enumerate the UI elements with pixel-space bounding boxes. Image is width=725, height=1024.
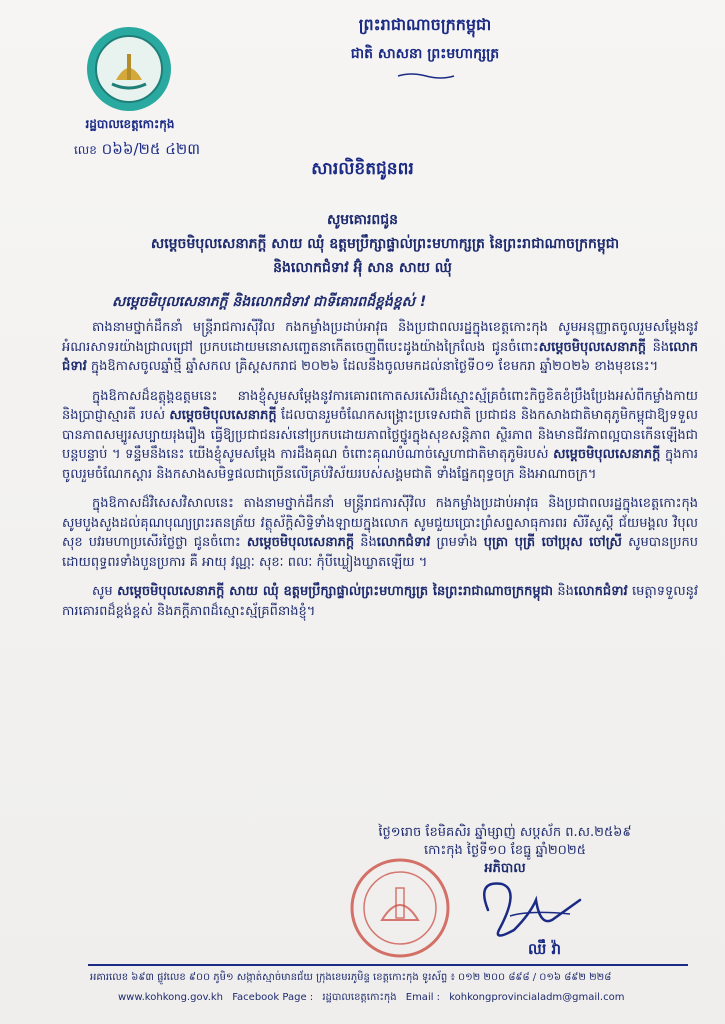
reference-label: លេខ xyxy=(74,143,97,157)
p1-text-c: និង xyxy=(646,339,670,355)
p3-bold-d: លោកជំទាវ xyxy=(376,535,431,550)
handwritten-signature xyxy=(470,870,590,950)
p3-text-g: សូមបានប្រកបដោយពុទ្ធពរទាំងបួនប្រការ គឺ អាយុ វណ្ណៈ សុខៈ ពលៈ កុំបីឃ្លៀងឃ្លាតឡើយ ។ xyxy=(62,535,698,570)
p3-text-e: ព្រមទាំង xyxy=(430,535,484,550)
p2-bold-b: សម្តេចមិបុលសេនាភក្តី xyxy=(169,408,277,423)
paragraph-1 xyxy=(62,318,698,377)
organization-name: រដ្ឋបាលខេត្តកោះកុង xyxy=(85,117,175,131)
ornament-divider xyxy=(396,72,456,80)
p4-text-a: សូម xyxy=(92,584,118,599)
p3-bold-f: បុត្រា បុត្រី ចៅប្រុស ចៅស្រី xyxy=(483,535,622,550)
p3-bold-b: សម្តេចមិបុលសេនាភក្តី xyxy=(246,535,355,550)
p4-bold-b: សម្តេចមិបុលសេនាភក្តី សាយ ឈុំ ឧត្តមប្រឹក្សាផ្ទាល់ព្រះមហាក្សត្រ នៃព្រះរាជាណាចក្រកម្ពុជា xyxy=(117,584,553,599)
footer-contacts xyxy=(118,990,718,1005)
p1-bold-d: លោកជំទាវ xyxy=(62,339,699,374)
p1-bold-b: សម្តេចមិបុលសេនាភក្តី xyxy=(538,339,647,355)
footer-divider xyxy=(88,964,688,966)
recipient-line-2: និងលោកជំទាវ អ៊ុំ សាន សាយ ឈុំ xyxy=(273,260,452,276)
paragraph-2 xyxy=(62,387,698,485)
p2-bold-d: សម្តេចមិបុលសេនាភក្តី xyxy=(553,447,661,462)
p4-text-e: មេត្តាទទួលនូវការគោរពដ៏ខ្ពង់ខ្ពស់ និងភក្តីភាពដ៏ស្មោះស្ម័គ្រពីនាងខ្ញុំ។ xyxy=(62,584,699,619)
paragraph-3 xyxy=(62,494,698,572)
kingdom-heading: ព្រះរាជាណាចក្រកម្ពុជា xyxy=(358,15,492,34)
p4-text-c: និង xyxy=(553,584,574,599)
p2-text-e: ក្នុងការចូលរួមចំណែកស្តារ និងកសាងសមិទ្ធផលជាច្រើនលើគ្រប់វិស័យរបស់សង្គមជាតិ ទាំងផ្នែកពុទ្ធចក្រ និងអាណាចក្រ។ xyxy=(62,447,699,482)
reference-value: ០៦៦/២៥ ៤២៣ xyxy=(101,140,201,158)
footer-address: អគារលេខ ៦៩៣ ផ្លូវលេខ ៩០០ ភូមិ១ សង្កាត់ស្មាច់មានជ័យ ក្រុងខេមរភូមិន្ទ ខេត្តកោះកុង ទូរស័ព្ទ ៖ ០១២ ២០០ ៨៩៨ / ០១៦ ៨៩២ ២២៨ xyxy=(90,972,612,983)
footer-email-label: Email : xyxy=(405,992,441,1003)
p1-text-a: តាងនាមថ្នាក់ដឹកនាំ មន្ត្រីរាជការស៊ីវិល កងកម្លាំងប្រដាប់អាវុធ និងប្រជាពលរដ្ឋក្នុងខេត្តកោះកុង សូមអនុញ្ញាតចូលរួមសម្តែងនូវអំណរសាទរយ៉ាងជ្រាលជ្រៅ ប្រកបដោយមនោសញ្ចេតនាកើតចេញពីបេះដូងយ៉ាងក្រៃលែង ជូនចំពោះ xyxy=(62,320,698,355)
recipient-line-1: សម្តេចមិបុលសេនាភក្តី សាយ ឈុំ ឧត្តមប្រឹក្សាផ្ទាល់ព្រះមហាក្សត្រ នៃព្រះរាជាណាចក្រកម្ពុជា xyxy=(150,236,620,252)
p2-text-c: ដែលបានរួមចំណែកសង្គ្រោះប្រទេសជាតិ ប្រជាជន និងកសាងជាតិមាតុភូមិកម្ពុជាឱ្យទទួលបានភាពសម្បូរសប្បាយរុងរឿង ធ្វើឱ្យប្រជាជនរស់នៅប្រកបដោយភាពថ្លៃថ្នូរក្នុងសុខសន្តិភាព ស្ថិរភាព និងមានជីវភាពល្អបានកើនឡើងជាបន្តបន្ទាប់ ។ ទន្ទឹមនឹងនេះ យើងខ្ញុំសូមសម្តែង ការដឹងគុណ ចំពោះគុណបំណាច់ស្នេហាជាតិមាតុភូមិរបស់ xyxy=(62,408,698,462)
footer-website[interactable]: www.kohkong.gov.kh xyxy=(118,992,224,1003)
salutation: សម្តេចមិបុលសេនាភក្តី និងលោកជំទាវ ជាទីគោរពដ៏ខ្ពង់ខ្ពស់ ! xyxy=(112,294,427,310)
official-stamp xyxy=(330,850,470,960)
footer-facebook-label: Facebook Page : xyxy=(232,992,314,1003)
respect-line: សូមគោរពជូន xyxy=(326,212,399,228)
national-motto: ជាតិ សាសនា ព្រះមហាក្សត្រ xyxy=(350,46,500,62)
footer-email-value[interactable]: kohkongprovincialadm@gmail.com xyxy=(449,992,625,1003)
footer-facebook-value[interactable]: រដ្ឋបាលខេត្តកោះកុង xyxy=(322,992,397,1003)
p4-bold-d: លោកជំទាវ xyxy=(573,584,628,599)
signatory-title: អភិបាល xyxy=(484,861,526,876)
paragraph-4 xyxy=(62,582,698,621)
provincial-logo xyxy=(86,26,172,112)
lunar-date: ថ្ងៃ១រោច ខែមិគសិរ ឆ្នាំម្សាញ់ សប្តស័ក ព.ស.២៥៦៩ xyxy=(378,825,632,840)
signatory-name: ឈឹ វ៉ា xyxy=(528,940,562,958)
p3-text-a: ក្នុងឱកាសដ៏វិសេសវិសាលនេះ តាងនាមថ្នាក់ដឹកនាំ មន្ត្រីរាជការស៊ីវិល កងកម្លាំងប្រដាប់អាវុធ និងប្រជាពលរដ្ឋក្នុងខេត្តកោះកុង សូមបួងសួងដល់គុណបុណ្យព្រះរតនត្រ័យ វត្ថុស័ក្តិសិទ្ធិទាំងឡាយក្នុងលោក សូមជួយប្រោះព្រំសព្ទសាធុការពរ សិរីសួស្តី ជ័យមង្គល វិបុលសុខ បវរមហាប្រសើរថ្លៃថ្លា ជូនចំពោះ xyxy=(62,496,698,550)
p2-text-a: ក្នុងឱកាសដ៏ឧត្តុង្គឧត្តមនេះ នាងខ្ញុំសូមសម្តែងនូវការគោរពកោតសរសើរដ៏ស្មោះស្ម័គ្រចំពោះកិច្ចខិតខំប្រឹងប្រែងអស់ពីកម្លាំងកាយ និងប្រាជ្ញាស្មារតី របស់ xyxy=(62,388,698,423)
p1-text-e: ក្នុងឱកាសចូលឆ្នាំថ្មី ឆ្នាំសកល គ្រិស្តសករាជ ២០២៦ ដែលនឹងចូលមកដល់នាថ្ងៃទី០១ ខែមករា ឆ្នាំ២០២៦ ខាងមុខនេះ។ xyxy=(86,359,659,374)
letter-body xyxy=(62,318,698,631)
place-date: កោះកុង ថ្ងៃទី១០ ខែធ្នូ ឆ្នាំ២០២៥ xyxy=(424,843,586,858)
document-title: សារលិខិតជូនពរ xyxy=(311,159,414,179)
p3-text-c: និង xyxy=(354,535,377,550)
